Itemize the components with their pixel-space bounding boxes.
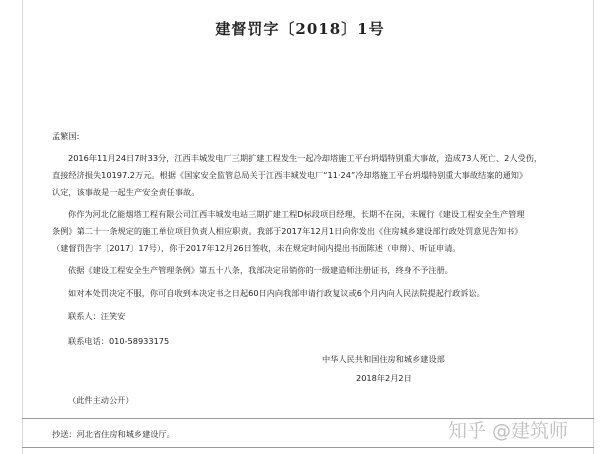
paragraph-1-line-1: 2016年11月24日7时33分，江西丰城发电厂三期扩建工程发生一起冷却塔施工平台坍塌特别重大事故，造成73人死亡、2人受伤， (68, 153, 543, 163)
paragraph-1-line-2: 直接经济损失10197.2万元。根据《国家安全监管总局关于江西丰城发电厂“11·24”冷却塔施工平台坍塌特别重大事故结案的通知》 (52, 170, 528, 180)
watermark: 知乎 @建筑师 (447, 420, 568, 442)
cc-line: 抄送：河北省住房和城乡建设厅。 (52, 429, 175, 439)
paragraph-2-line-1: 你作为河北亿能烟塔工程有限公司江西丰城发电站三期扩建工程D标段项目经理，长期不在岗，未履行《建设工程安全生产管理 (68, 209, 525, 219)
paragraph-1-line-3: 认定，该事故是一起生产安全责任事故。 (52, 187, 200, 197)
disclosure-note: （此件主动公开） (68, 395, 134, 405)
addressee: 孟繁国: (52, 131, 80, 141)
paragraph-3: 依据《建设工程安全生产管理条例》第五十八条，我部决定吊销你的一级建造师注册证书，终身不予注册。 (68, 265, 453, 275)
contact-phone: 联系电话：010-58933175 (68, 336, 170, 346)
paragraph-2-line-3: （建督罚告字〔2017〕17号），你于2017年12月26日签收，未在规定时间内提出书面陈述（申辩）、听证申请。 (52, 243, 461, 253)
contact-person: 联系人：汪笑安 (68, 311, 126, 321)
issue-date: 2018年2月2日 (356, 373, 412, 383)
divider-bottom (22, 447, 594, 448)
document-title: 建督罚字〔2018〕1号 (215, 20, 385, 38)
paragraph-2-line-2: 条例》第二十一条规定的施工单位项目负责人相应职责。我部于2017年12月1日向你发出《住房城乡建设部行政处罚意见告知书》 (52, 226, 523, 236)
issuer: 中华人民共和国住房和城乡建设部 (322, 354, 445, 364)
paragraph-4: 如对本处罚决定不服，你可自收到本决定书之日起60日内向我部申请行政复议或6个月内向人民法院提起行政诉讼。 (68, 288, 485, 298)
